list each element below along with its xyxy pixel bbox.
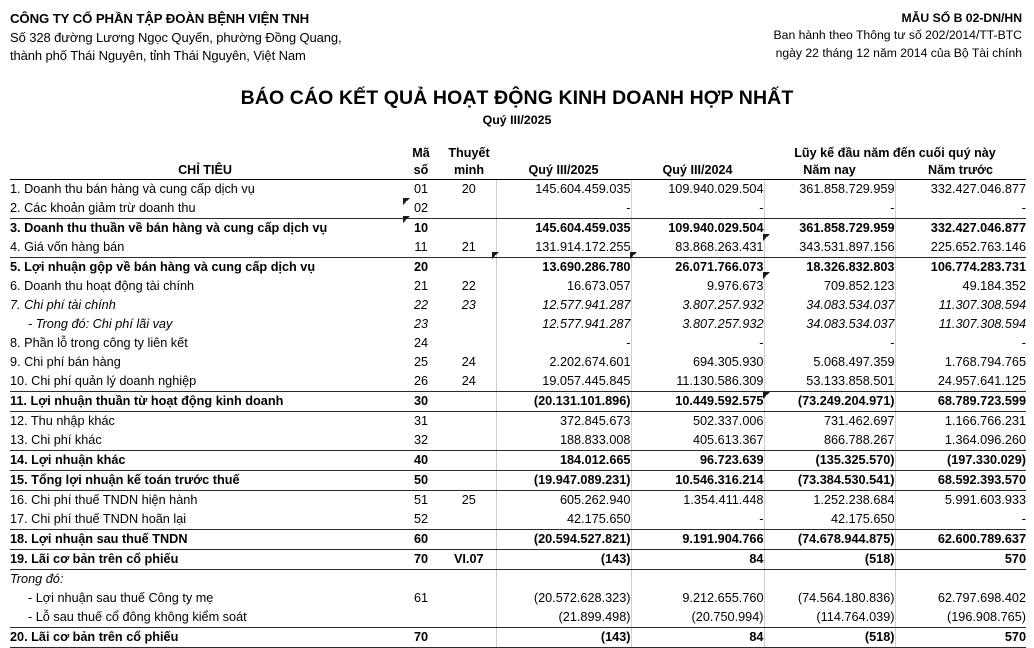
header-note-line-2: minh — [442, 162, 496, 180]
row-value-quarter-prior: 11.130.586.309 — [631, 372, 764, 392]
header-code-line-1: Mã — [412, 145, 430, 160]
row-label: 16. Chi phí thuế TNDN hiện hành — [10, 492, 198, 507]
row-note — [442, 257, 496, 277]
row-value-cumulative-current: 5.068.497.359 — [764, 353, 895, 372]
row-value-cumulative-prior: (196.908.765) — [895, 608, 1026, 628]
row-code: 51 — [413, 492, 429, 507]
row-value-quarter-prior: 84 — [631, 549, 764, 569]
row-label: 13. Chi phí khác — [10, 431, 400, 451]
row-code: 26 — [400, 372, 442, 392]
row-value-quarter-current: 19.057.445.845 — [496, 372, 631, 392]
table-row — [10, 391, 1026, 411]
row-value-quarter-prior: 10.546.316.214 — [631, 470, 764, 490]
row-note — [442, 529, 496, 549]
row-value-quarter-current: (20.594.527.821) — [496, 529, 631, 549]
row-value-cumulative-current — [764, 569, 895, 589]
row-value-cumulative-prior: 1.166.766.231 — [895, 411, 1026, 431]
row-label: 19. Lãi cơ bản trên cổ phiếu — [10, 549, 400, 569]
row-value-cumulative-prior: 332.427.046.877 — [895, 218, 1026, 238]
row-value-quarter-current: 145.604.459.035 — [496, 179, 631, 199]
row-value-quarter-prior: 109.940.029.504 — [631, 218, 764, 238]
row-note: 21 — [442, 238, 496, 258]
row-value-quarter-prior: 1.354.411.448 — [631, 490, 764, 510]
row-value-quarter-current: (143) — [496, 627, 631, 647]
row-value-cumulative-prior: - — [895, 510, 1026, 530]
row-value-quarter-prior: 3.807.257.932 — [631, 296, 764, 315]
row-value-cumulative-current: 18.326.832.803 — [764, 257, 895, 277]
row-value-quarter-current: 13.690.286.780 — [496, 257, 631, 277]
row-value-quarter-current: 605.262.940 — [496, 490, 631, 510]
row-note: 24 — [442, 372, 496, 392]
row-value-quarter-prior: 405.613.367 — [631, 431, 764, 451]
row-value-cumulative-current: (73.249.204.971) — [764, 391, 895, 411]
row-note — [442, 589, 496, 608]
table-row — [10, 179, 1026, 199]
row-value-quarter-prior: 83.868.263.431 — [631, 238, 764, 258]
header-row-top — [10, 145, 1026, 162]
row-label: 5. Lợi nhuận gộp về bán hàng và cung cấp dịch vụ — [10, 259, 316, 274]
row-value-quarter-prior — [631, 569, 764, 589]
header-blank-label — [10, 145, 400, 162]
table-row — [10, 372, 1026, 392]
row-note — [442, 470, 496, 490]
row-code — [400, 608, 442, 628]
table-row — [10, 218, 1026, 238]
row-value-cumulative-current: 731.462.697 — [764, 411, 895, 431]
row-value-quarter-current: - — [496, 199, 631, 219]
row-value-cumulative-prior: 5.991.603.933 — [895, 490, 1026, 510]
row-note — [442, 510, 496, 530]
header-blank-q1 — [496, 145, 631, 162]
row-label: 20. Lãi cơ bản trên cổ phiếu — [10, 627, 400, 647]
row-code: 11 — [400, 238, 442, 258]
row-label: 11. Lợi nhuận thuần từ hoạt động kinh doanh — [10, 391, 400, 411]
row-value-quarter-prior: 10.449.592.575 — [631, 391, 764, 411]
row-note: 22 — [461, 278, 476, 293]
row-value-cumulative-current: - — [764, 334, 895, 353]
row-code: 21 — [413, 278, 429, 293]
row-value-cumulative-current: 1.252.238.684 — [764, 490, 895, 510]
row-label: 6. Doanh thu hoạt động tài chính — [10, 278, 195, 293]
row-value-cumulative-prior: 225.652.763.146 — [895, 238, 1026, 258]
table-body — [10, 179, 1026, 647]
row-value-quarter-prior: 96.723.639 — [631, 450, 764, 470]
row-value-quarter-current: 12.577.941.287 — [496, 296, 631, 315]
table-row — [10, 627, 1026, 647]
row-note — [442, 411, 496, 431]
row-label: Trong đó: — [10, 571, 64, 586]
row-value-quarter-prior: 84 — [631, 627, 764, 647]
table-row — [10, 238, 1026, 258]
header-note-line-1: Thuyết — [448, 145, 490, 160]
row-value-quarter-prior: - — [631, 510, 764, 530]
table-row — [10, 510, 1026, 530]
title-block — [0, 87, 1034, 127]
row-value-cumulative-current: (74.678.944.875) — [764, 529, 895, 549]
row-value-quarter-prior: 3.807.257.932 — [631, 315, 764, 334]
row-value-cumulative-current: 709.852.123 — [764, 277, 895, 296]
row-code — [400, 569, 442, 589]
income-statement-table — [10, 145, 1026, 648]
header-cumulative-current: Năm nay — [764, 162, 895, 180]
header-quarter-current: Quý III/2025 — [496, 162, 631, 180]
table-row — [10, 569, 1026, 589]
row-value-cumulative-prior: 570 — [895, 627, 1026, 647]
company-address-line-1: Số 328 đường Lương Ngọc Quyến, phường Đồng Quang, — [10, 29, 342, 45]
table-row — [10, 608, 1026, 628]
row-label: 3. Doanh thu thuần về bán hàng và cung cấp dịch vụ — [10, 220, 328, 235]
row-label: 15. Tổng lợi nhuận kế toán trước thuế — [10, 470, 400, 490]
row-value-cumulative-prior: (197.330.029) — [895, 450, 1026, 470]
row-code: 60 — [400, 529, 442, 549]
table-row — [10, 529, 1026, 549]
row-value-cumulative-current: 361.858.729.959 — [764, 179, 895, 199]
row-label: - Trong đó: Chi phí lãi vay — [28, 316, 173, 331]
row-note — [442, 569, 496, 589]
row-note — [442, 334, 496, 353]
row-value-quarter-prior: 9.976.673 — [631, 277, 764, 296]
company-info-block — [10, 10, 342, 66]
page-title: BÁO CÁO KẾT QUẢ HOẠT ĐỘNG KINH DOANH HỢP NHẤT — [240, 86, 794, 109]
row-value-cumulative-prior: 68.789.723.599 — [895, 391, 1026, 411]
row-label: - Lỗ sau thuế cổ đông không kiểm soát — [10, 608, 400, 628]
table-row — [10, 450, 1026, 470]
row-note — [442, 608, 496, 628]
row-note — [442, 391, 496, 411]
row-code: 20 — [413, 259, 429, 274]
table-row — [10, 490, 1026, 510]
page-subtitle: Quý III/2025 — [482, 112, 552, 127]
row-code: 61 — [413, 590, 429, 605]
header-cumulative-group: Lũy kế đầu năm đến cuối quý này — [794, 145, 996, 160]
company-address-line-2: thành phố Thái Nguyên, tỉnh Thái Nguyên, Việt Nam — [10, 48, 306, 64]
row-value-cumulative-current: 361.858.729.959 — [764, 218, 895, 238]
row-value-cumulative-current: (518) — [764, 549, 895, 569]
row-value-quarter-current: 12.577.941.287 — [496, 315, 631, 334]
row-value-quarter-current: 184.012.665 — [496, 450, 631, 470]
row-code: 22 — [413, 297, 429, 312]
table-row — [10, 411, 1026, 431]
row-code: 70 — [400, 549, 442, 569]
row-code: 10 — [413, 220, 429, 235]
table-row — [10, 334, 1026, 353]
row-value-quarter-prior: - — [631, 334, 764, 353]
row-value-cumulative-prior: 11.307.308.594 — [895, 296, 1026, 315]
row-value-quarter-current — [496, 569, 631, 589]
row-value-cumulative-prior: 332.427.046.877 — [895, 179, 1026, 199]
row-label: 9. Chi phí bán hàng — [10, 354, 121, 369]
row-label: 2. Các khoản giảm trừ doanh thu — [10, 199, 400, 219]
row-value-quarter-prior: 9.191.904.766 — [631, 529, 764, 549]
row-value-quarter-current: 131.914.172.255 — [496, 238, 631, 258]
row-value-cumulative-prior: 1.364.096.260 — [895, 431, 1026, 451]
row-value-cumulative-current: (74.564.180.836) — [764, 589, 895, 608]
row-code: 23 — [413, 316, 429, 331]
row-value-quarter-prior: (20.750.994) — [631, 608, 764, 628]
row-value-quarter-prior: 694.305.930 — [631, 353, 764, 372]
row-value-quarter-current: 145.604.459.035 — [496, 218, 631, 238]
row-label: 18. Lợi nhuận sau thuế TNDN — [10, 529, 400, 549]
row-value-quarter-current: 2.202.674.601 — [496, 353, 631, 372]
row-value-quarter-current: - — [496, 334, 631, 353]
form-reference-block — [774, 10, 1026, 62]
row-note: VI.07 — [442, 549, 496, 569]
row-value-quarter-current: (20.572.628.323) — [496, 589, 631, 608]
row-value-cumulative-prior: - — [895, 199, 1026, 219]
row-note: 24 — [461, 354, 476, 369]
table-row — [10, 431, 1026, 451]
row-code: 24 — [413, 335, 429, 350]
table-row — [10, 277, 1026, 296]
row-value-cumulative-current: 34.083.534.037 — [764, 296, 895, 315]
header-quarter-prior: Quý III/2024 — [631, 162, 764, 180]
row-value-cumulative-prior: 62.797.698.402 — [895, 589, 1026, 608]
row-value-quarter-current: (20.131.101.896) — [496, 391, 631, 411]
row-value-quarter-current: 16.673.057 — [496, 277, 631, 296]
header-code-line-2: số — [400, 162, 442, 180]
row-code: 52 — [400, 510, 442, 530]
row-value-cumulative-prior: 1.768.794.765 — [895, 353, 1026, 372]
row-value-cumulative-current: 866.788.267 — [764, 431, 895, 451]
row-value-cumulative-prior: 62.600.789.637 — [895, 529, 1026, 549]
row-note — [442, 450, 496, 470]
row-note: 20 — [442, 179, 496, 199]
row-value-quarter-current: (19.947.089.231) — [496, 470, 631, 490]
row-value-cumulative-prior: 24.957.641.125 — [895, 372, 1026, 392]
table-row — [10, 470, 1026, 490]
form-code: MẪU SỐ B 02-DN/HN — [901, 11, 1022, 25]
table-row — [10, 315, 1026, 334]
header-indicator-label: CHỈ TIÊU — [10, 162, 400, 180]
row-value-cumulative-current: - — [764, 199, 895, 219]
row-label: 10. Chi phí quản lý doanh nghiệp — [10, 372, 400, 392]
row-value-quarter-current: 42.175.650 — [496, 510, 631, 530]
row-label: - Lợi nhuận sau thuế Công ty mẹ — [28, 590, 214, 605]
row-value-cumulative-prior: 68.592.393.570 — [895, 470, 1026, 490]
row-value-cumulative-prior: 11.307.308.594 — [895, 315, 1026, 334]
row-code: 01 — [400, 179, 442, 199]
row-code: 40 — [400, 450, 442, 470]
row-code: 30 — [400, 391, 442, 411]
table-row — [10, 199, 1026, 219]
table-row — [10, 549, 1026, 569]
company-name: CÔNG TY CỔ PHẦN TẬP ĐOÀN BỆNH VIỆN TNH — [10, 11, 310, 26]
row-value-quarter-current: (143) — [496, 549, 631, 569]
row-value-quarter-current: 372.845.673 — [496, 411, 631, 431]
row-value-cumulative-prior: 106.774.283.731 — [895, 257, 1026, 277]
row-label: 1. Doanh thu bán hàng và cung cấp dịch vụ — [10, 179, 400, 199]
document-header — [0, 0, 1034, 66]
row-value-quarter-prior: 26.071.766.073 — [631, 257, 764, 277]
form-circular-line-2: ngày 22 tháng 12 năm 2014 của Bộ Tài chính — [775, 45, 1022, 60]
row-value-quarter-current: (21.899.498) — [496, 608, 631, 628]
row-value-cumulative-current: (114.764.039) — [764, 608, 895, 628]
row-code: 70 — [400, 627, 442, 647]
row-value-cumulative-prior: - — [895, 334, 1026, 353]
row-label: 12. Thu nhập khác — [10, 413, 115, 428]
row-value-quarter-prior: 109.940.029.504 — [631, 179, 764, 199]
header-cumulative-prior: Năm trước — [895, 162, 1026, 180]
row-value-cumulative-current: 53.133.858.501 — [764, 372, 895, 392]
row-value-cumulative-current: 343.531.897.156 — [764, 238, 895, 258]
row-code: 02 — [400, 199, 442, 219]
row-value-quarter-prior: 502.337.006 — [631, 411, 764, 431]
row-note — [442, 199, 496, 219]
row-label: 4. Giá vốn hàng bán — [10, 238, 400, 258]
row-value-cumulative-current: 34.083.534.037 — [764, 315, 895, 334]
row-note — [442, 431, 496, 451]
row-code: 25 — [413, 354, 429, 369]
row-value-cumulative-current: (135.325.570) — [764, 450, 895, 470]
row-code: 50 — [400, 470, 442, 490]
row-label: 7. Chi phí tài chính — [10, 297, 116, 312]
table-row — [10, 589, 1026, 608]
row-label: 17. Chi phí thuế TNDN hoãn lại — [10, 510, 400, 530]
row-note: 23 — [461, 297, 476, 312]
table-head — [10, 145, 1026, 180]
row-code: 32 — [400, 431, 442, 451]
row-note — [442, 218, 496, 238]
row-label: 8. Phần lỗ trong công ty liên kết — [10, 335, 188, 350]
table-row — [10, 296, 1026, 315]
row-value-cumulative-prior: 570 — [895, 549, 1026, 569]
row-note: 25 — [461, 492, 476, 507]
table-row — [10, 257, 1026, 277]
row-note — [442, 627, 496, 647]
row-value-cumulative-current: (73.384.530.541) — [764, 470, 895, 490]
row-value-quarter-prior: - — [631, 199, 764, 219]
row-value-quarter-prior: 9.212.655.760 — [631, 589, 764, 608]
table-row — [10, 353, 1026, 372]
row-value-cumulative-current: (518) — [764, 627, 895, 647]
row-value-cumulative-prior — [895, 569, 1026, 589]
row-label: 14. Lợi nhuận khác — [10, 450, 400, 470]
row-code: 31 — [413, 413, 429, 428]
financial-table-wrapper — [10, 145, 1026, 648]
header-row-bottom — [10, 162, 1026, 180]
row-value-quarter-current: 188.833.008 — [496, 431, 631, 451]
row-note — [442, 315, 496, 334]
row-value-cumulative-current: 42.175.650 — [764, 510, 895, 530]
row-value-cumulative-prior: 49.184.352 — [895, 277, 1026, 296]
form-circular-line-1: Ban hành theo Thông tư số 202/2014/TT-BTC — [773, 28, 1022, 43]
header-blank-q2 — [631, 145, 764, 162]
